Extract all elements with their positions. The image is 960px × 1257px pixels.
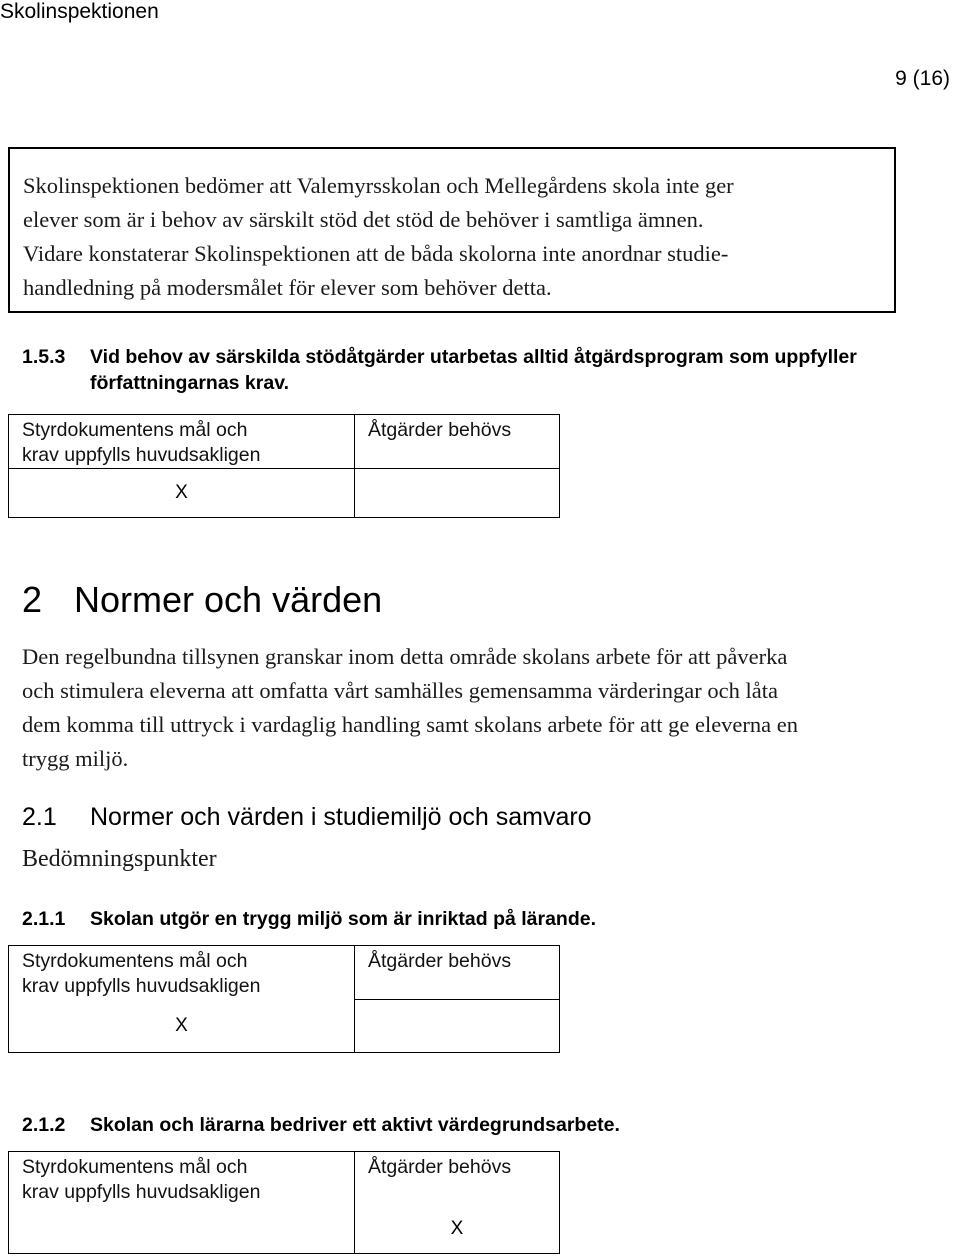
judgement-header-action-needed: Åtgärder behövs (355, 946, 560, 1000)
judgement-header-line: krav uppfylls huvudsakligen (22, 975, 261, 997)
judgement-mark-action-needed: X (355, 1205, 560, 1254)
judgement-mark-fulfilled: X (9, 469, 355, 518)
judgement-mark-fulfilled (9, 1205, 355, 1254)
assessment-line: Vidare konstaterar Skolinspektionen att de båda skolorna inte anordnar studie- (23, 241, 729, 266)
criterion-number: 2.1.1 (22, 908, 66, 930)
judgement-mark-action-needed (355, 469, 560, 518)
judgement-mark-fulfilled: X (9, 1000, 355, 1053)
section-title: Normer och värden (74, 579, 383, 620)
section-body-line: trygg miljö. (22, 746, 129, 771)
page-number: 9 (16) (895, 67, 950, 90)
section-heading (22, 578, 382, 622)
criterion-text-line: författningarnas krav. (90, 372, 290, 394)
judgement-table-2-1-2 (8, 1151, 560, 1254)
criterion-heading-2-1-2 (22, 1112, 952, 1138)
criterion-heading-1-5-3 (22, 344, 952, 400)
subsection-heading (22, 800, 592, 834)
criterion-number: 1.5.3 (22, 346, 66, 368)
section-body (22, 640, 942, 776)
assessment-points-label: Bedömningspunkter (22, 846, 217, 872)
section-body-line: och stimulera eleverna att omfatta vårt samhälles gemensamma värderingar och låta (22, 678, 778, 703)
criterion-text-line: Skolan utgör en trygg miljö som är inriktad på lärande. (90, 908, 597, 930)
judgement-header-fulfilled (9, 415, 355, 469)
subsection-number: 2.1 (22, 803, 57, 831)
judgement-header-action-needed: Åtgärder behövs (355, 1152, 560, 1206)
assessment-line: Skolinspektionen bedömer att Valemyrsskolan och Mellegårdens skola inte ger (23, 173, 734, 198)
criterion-text-line: Skolan och lärarna bedriver ett aktivt värdegrundsarbete. (90, 1114, 620, 1136)
judgement-header-action-needed: Åtgärder behövs (355, 415, 560, 469)
section-body-line: dem komma till uttryck i vardaglig handling samt skolans arbete för att ge eleverna en (22, 712, 799, 737)
assessment-box (8, 147, 896, 313)
judgement-header-line: krav uppfylls huvudsakligen (22, 1181, 261, 1203)
section-body-line: Den regelbundna tillsynen granskar inom detta område skolans arbete för att påverka (22, 644, 788, 669)
judgement-header-line: Styrdokumentens mål och (22, 950, 248, 972)
subsection-title: Normer och värden i studiemiljö och samvaro (90, 803, 592, 831)
judgement-header-fulfilled (9, 946, 355, 1000)
judgement-mark-action-needed (355, 1000, 560, 1053)
judgement-table-1-5-3 (8, 414, 560, 518)
criterion-text-line: Vid behov av särskilda stödåtgärder utarbetas alltid åtgärdsprogram som uppfyller (90, 346, 857, 368)
judgement-header-line: krav uppfylls huvudsakligen (22, 444, 261, 466)
organization-header: Skolinspektionen (0, 0, 159, 23)
judgement-table-2-1-1 (8, 945, 560, 1053)
criterion-number: 2.1.2 (22, 1114, 66, 1136)
criterion-heading-2-1-1 (22, 906, 952, 932)
judgement-header-line: Styrdokumentens mål och (22, 419, 248, 441)
assessment-text (23, 169, 883, 305)
judgement-header-line: Styrdokumentens mål och (22, 1156, 248, 1178)
judgement-header-fulfilled (9, 1152, 355, 1206)
section-number: 2 (22, 579, 43, 620)
assessment-line: elever som är i behov av särskilt stöd det stöd de behöver i samtliga ämnen. (23, 207, 704, 232)
assessment-line: handledning på modersmålet för elever som behöver detta. (23, 275, 552, 300)
